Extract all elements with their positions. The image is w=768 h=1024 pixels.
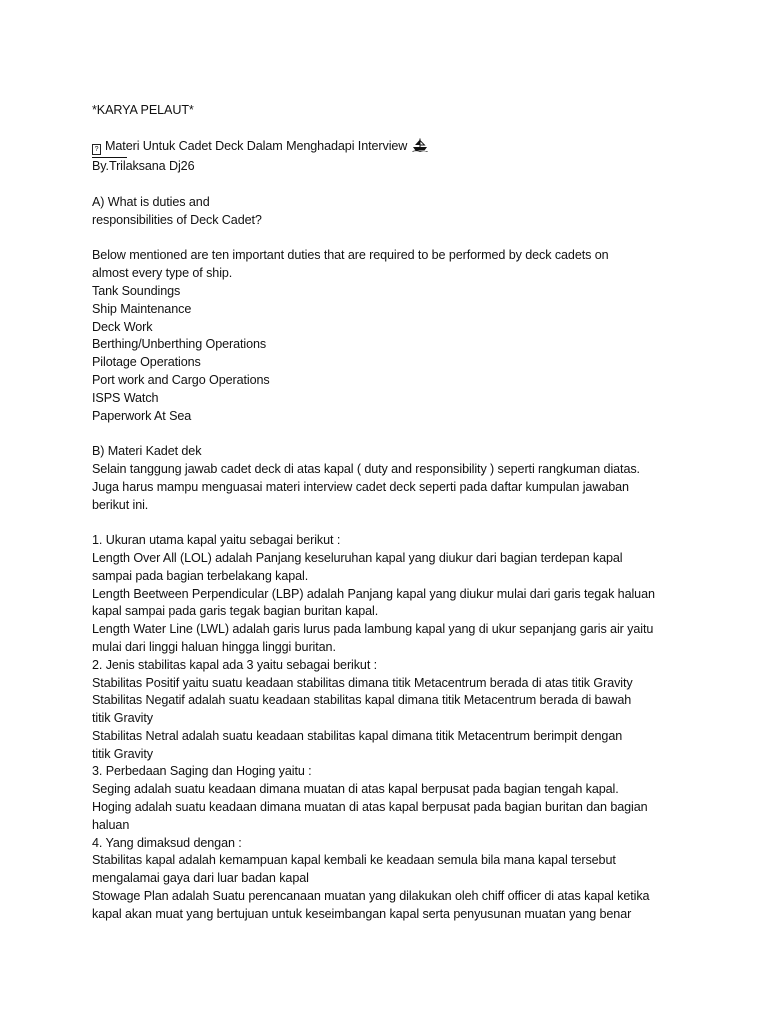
duty-item: Port work and Cargo Operations [92, 372, 270, 387]
document-page [92, 102, 692, 924]
duty-item: Pilotage Operations [92, 355, 201, 370]
body-line: Seging adalah suatu keadaan dimana muatan di atas kapal berpusat pada bagian tengah kapal. [92, 782, 619, 797]
section-b-line: Juga harus mampu menguasai materi interview cadet deck seperti pada daftar kumpulan jawaban [92, 479, 629, 494]
duty-item: Berthing/Unberthing Operations [92, 337, 267, 352]
body-line: Length Beetween Perpendicular (LBP) adalah Panjang kapal yang diukur mulai dari garis tegak haluan [92, 586, 655, 601]
body-line: 3. Perbedaan Saging dan Hoging yaitu : [92, 764, 312, 779]
spacer [92, 230, 692, 248]
body-line: Stabilitas Netral adalah suatu keadaan stabilitas kapal dimana titik Metacentrum berimpit dengan [92, 728, 623, 743]
document-subtitle [92, 138, 692, 156]
body-line: Stabilitas Positif yaitu suatu keadaan stabilitas dimana titik Metacentrum berada di atas titik Gravity [92, 675, 633, 690]
document-title: *KARYA PELAUT* [92, 103, 194, 117]
section-a-intro-line2: almost every type of ship. [92, 266, 233, 281]
body-line: 4. Yang dimaksud dengan : [92, 835, 242, 850]
duty-item: Paperwork At Sea [92, 408, 192, 423]
section-a-intro-line1: Below mentioned are ten important duties that are required to be performed by deck cadets on [92, 248, 609, 263]
body-line: mulai dari linggi haluan hingga linggi buritan. [92, 639, 336, 654]
spacer [92, 514, 692, 532]
body-line: Stabilitas Negatif adalah suatu keadaan stabilitas kapal dimana titik Metacentrum berada di bawah [92, 693, 632, 708]
section-b-heading: B) Materi Kadet dek [92, 444, 202, 459]
spacer [92, 176, 692, 194]
body-line: 2. Jenis stabilitas kapal ada 3 yaitu sebagai berikut : [92, 657, 378, 672]
ship-icon [412, 138, 428, 152]
section-a-heading-line2: responsibilities of Deck Cadet? [92, 212, 262, 227]
spacer [92, 120, 692, 138]
body-line: sampai pada bagian terbelakang kapal. [92, 568, 309, 583]
body-line: kapal sampai pada garis tegak bagian buritan kapal. [92, 604, 379, 619]
body-line: Length Over All (LOL) adalah Panjang keseluruhan kapal yang diukur dari bagian terdepan kapal [92, 550, 623, 565]
document-author: By.Trilaksana Dj26 [92, 159, 195, 174]
body-line: titik Gravity [92, 711, 153, 726]
duty-item: Ship Maintenance [92, 301, 192, 316]
section-b-line: berikut ini. [92, 497, 149, 512]
body-line: Length Water Line (LWL) adalah garis lurus pada lambung kapal yang di ukur sepanjang garis air yaitu [92, 622, 654, 637]
duty-item: Tank Soundings [92, 283, 181, 298]
section-a-heading-line1: A) What is duties and [92, 194, 210, 209]
section-b-line: Selain tanggung jawab cadet deck di atas kapal ( duty and responsibility ) seperti rangkuman diatas. [92, 461, 640, 476]
body-line: Stabilitas kapal adalah kemampuan kapal kembali ke keadaan semula bila mana kapal tersebut [92, 853, 616, 868]
body-line: haluan [92, 817, 130, 832]
body-line: Hoging adalah suatu keadaan dimana muatan di atas kapal berpusat pada bagian buritan dan bagian [92, 800, 648, 815]
subtitle-text: Materi Untuk Cadet Deck Dalam Menghadapi Interview [105, 138, 408, 153]
duty-item: Deck Work [92, 319, 153, 334]
unknown-glyph-icon: ? [92, 144, 101, 155]
spacer [92, 425, 692, 443]
body-line: 1. Ukuran utama kapal yaitu sebagai berikut : [92, 533, 341, 548]
body-line: kapal akan muat yang bertujuan untuk keseimbangan kapal serta penyusunan muatan yang benar [92, 906, 632, 921]
duty-item: ISPS Watch [92, 390, 159, 405]
body-line: titik Gravity [92, 746, 153, 761]
body-line: mengalamai gaya dari luar badan kapal [92, 871, 309, 886]
body-line: Stowage Plan adalah Suatu perencanaan muatan yang dilakukan oleh chiff officer di atas kapal ketika [92, 889, 650, 904]
